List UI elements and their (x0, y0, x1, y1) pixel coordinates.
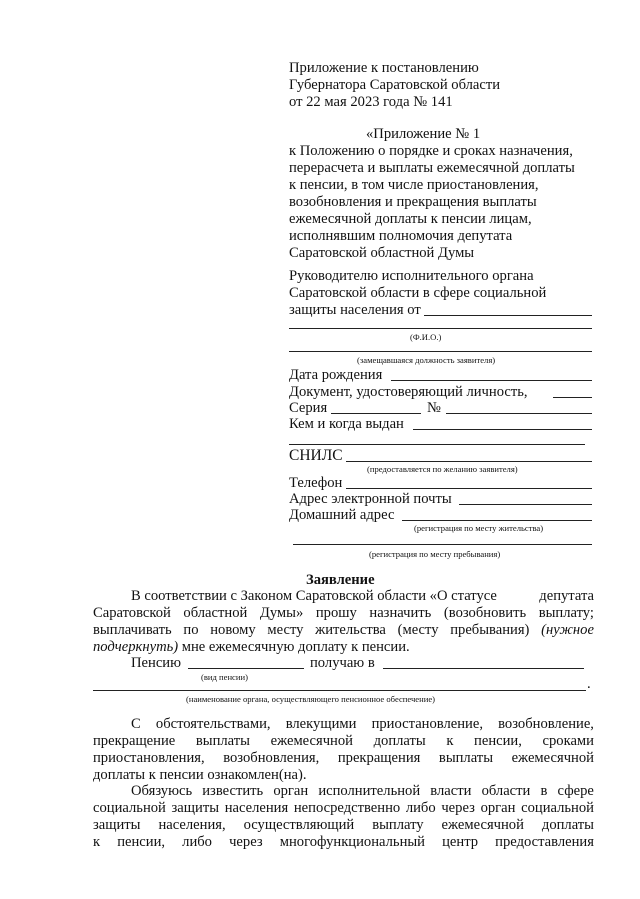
text-fragment: приостановления, (93, 750, 205, 766)
appendix-title: «Приложение № 1 (366, 126, 481, 142)
issued-by-field-line[interactable] (413, 429, 592, 430)
appendix-line: к Положению о порядке и сроках назначения, (289, 143, 573, 159)
issued-by-field-line-2[interactable] (289, 444, 585, 445)
statement-p1-line2 (93, 605, 594, 622)
text-fragment-italic: (нужное (541, 622, 594, 638)
text-fragment: выплаты (195, 733, 250, 749)
statement-p1-line3 (93, 622, 594, 639)
text-fragment: орган (273, 783, 309, 799)
text-fragment: пенсии, (117, 834, 166, 850)
series-field-line[interactable] (331, 413, 421, 414)
addressee-line: Саратовской области в сфере социальной (289, 285, 547, 301)
text-fragment: Саратовской (93, 605, 171, 621)
text-fragment: центр (442, 834, 479, 850)
text-fragment: в (540, 783, 548, 799)
series-label: Серия (289, 400, 328, 416)
text-fragment: обстоятельствами, (155, 716, 271, 732)
from-field-line[interactable] (424, 315, 592, 316)
number-field-line[interactable] (446, 413, 592, 414)
text-fragment: предоставления (495, 834, 594, 850)
issued-by-label: Кем и когда выдан (289, 416, 404, 432)
text-fragment: пенсии, (474, 733, 522, 749)
text-fragment: населения (224, 800, 289, 816)
text-fragment: по (183, 622, 199, 638)
text-fragment: через (441, 800, 475, 816)
text-fragment: областной (183, 605, 248, 621)
email-label: Адрес электронной почты (289, 491, 452, 507)
text-fragment: социальной (521, 800, 594, 816)
text-fragment: выплачивать (93, 622, 172, 638)
statement-p3-line4 (93, 834, 594, 851)
text-fragment: (месту (397, 622, 439, 638)
text-fragment: ежемесячной (441, 817, 524, 833)
id-document-field-line[interactable] (553, 397, 592, 398)
statement-p2-line4: доплаты к пенсии ознакомлен(на). (93, 767, 307, 783)
statement-p1-line1 (131, 588, 594, 605)
text-fragment: выплаты (438, 750, 493, 766)
snils-label: СНИЛС (289, 447, 343, 464)
text-fragment: защиты (171, 800, 220, 816)
text-fragment: влекущими (285, 716, 357, 732)
text-fragment: Обязуюсь (131, 783, 193, 799)
text-fragment: власти (430, 783, 472, 799)
stay-address-caption: (регистрация по месту пребывания) (369, 549, 501, 559)
appendix-line: возобновления и прекращения выплаты (289, 194, 537, 210)
id-document-label: Документ, удостоверяющий личность, (289, 384, 528, 400)
text-fragment: возобновления, (223, 750, 320, 766)
period-mark: . (587, 676, 591, 692)
number-sign-label: № (427, 400, 441, 416)
organ-caption: (наименование органа, осуществляющего пенсионное обеспечение) (186, 694, 435, 704)
text-fragment: Думы» (259, 605, 304, 621)
header-line-2: Губернатора Саратовской области (289, 77, 501, 93)
phone-field-line[interactable] (346, 488, 592, 489)
pension-type-caption: (вид пенсии) (201, 672, 248, 682)
text-fragment: пребывания) (450, 622, 530, 638)
text-fragment: возобновление, (498, 716, 594, 732)
appendix-line: исполнявшим полномочия депутата (289, 228, 513, 244)
text-fragment: С (131, 716, 141, 732)
statement-title: Заявление (306, 572, 375, 588)
statement-p2-line2 (93, 733, 594, 750)
birth-date-field-line[interactable] (391, 380, 592, 381)
text-fragment: непосредственно (293, 800, 401, 816)
header-line-3: от 22 мая 2023 года № 141 (289, 94, 453, 110)
statement-p1-line4 (93, 639, 410, 656)
text-fragment: к (93, 834, 101, 850)
addressee-line: защиты населения от (289, 302, 421, 318)
organ-name-field-line[interactable] (93, 690, 586, 691)
text-fragment: прошу (315, 605, 357, 621)
text-fragment: депутата (539, 588, 594, 604)
snils-field-line[interactable] (346, 461, 592, 462)
text-fragment: сфере (557, 783, 594, 799)
addressee-line: Руководителю исполнительного органа (289, 268, 534, 284)
text-fragment: В соответствии с Законом Саратовской области «О статусе (131, 588, 497, 604)
email-field-line[interactable] (459, 504, 592, 505)
statement-p3-line3 (93, 817, 594, 834)
text-fragment: назначить (369, 605, 432, 621)
text-fragment: ежемесячной (270, 733, 353, 749)
position-caption: (замещавшаяся должность заявителя) (357, 355, 496, 365)
text-fragment: мне ежемесячную доплату к пенсии. (178, 639, 410, 655)
text-fragment: многофункциональный (279, 834, 425, 850)
text-fragment: области (481, 783, 531, 799)
position-field-line[interactable] (289, 351, 592, 352)
text-fragment: (возобновить (443, 605, 527, 621)
fio-caption: (Ф.И.О.) (410, 332, 442, 342)
home-address-field-line[interactable] (402, 520, 592, 521)
statement-p2-line3 (93, 750, 594, 767)
birth-date-label: Дата рождения (289, 367, 383, 383)
stay-address-field-line[interactable] (293, 544, 592, 545)
text-fragment: осуществляющий (243, 817, 355, 833)
text-fragment: выплату; (538, 605, 594, 621)
text-fragment-italic: подчеркнуть) (93, 639, 179, 655)
home-address-label: Домашний адрес (289, 507, 395, 523)
text-fragment: населения, (158, 817, 226, 833)
text-fragment: месту (267, 622, 304, 638)
text-fragment: орган (480, 800, 516, 816)
text-fragment: сроками (542, 733, 594, 749)
text-fragment: защиты (93, 817, 141, 833)
phone-label: Телефон (289, 475, 343, 491)
appendix-line: к пенсии, в том числе приостановления, (289, 177, 539, 193)
fio-field-line[interactable] (289, 328, 592, 329)
appendix-line: ежемесячной доплаты к пенсии лицам, (289, 211, 532, 227)
snils-caption: (предоставляется по желанию заявителя) (367, 464, 518, 474)
text-fragment: социальной (93, 800, 166, 816)
text-fragment: к (446, 733, 454, 749)
text-fragment: исполнительной (318, 783, 421, 799)
appendix-line: перерасчета и выплаты ежемесячной доплаты (289, 160, 575, 176)
pension-organ-field-line[interactable] (383, 668, 584, 669)
statement-p3-line1 (131, 783, 594, 800)
text-fragment: ежемесячной (511, 750, 594, 766)
statement-p2-line1 (131, 716, 594, 733)
receive-label: получаю в (310, 655, 375, 671)
pension-label: Пенсию (131, 655, 182, 671)
text-fragment: через (229, 834, 263, 850)
home-address-caption: (регистрация по месту жительства) (414, 523, 544, 533)
text-fragment: прекращения (337, 750, 421, 766)
text-fragment: известить (202, 783, 264, 799)
text-fragment: прекращение (93, 733, 176, 749)
text-fragment: выплату (372, 817, 424, 833)
text-fragment: доплаты (541, 817, 594, 833)
text-fragment: доплаты (373, 733, 426, 749)
appendix-line: Саратовской областной Думы (289, 245, 475, 261)
text-fragment: либо (182, 834, 212, 850)
pension-type-field-line[interactable] (188, 668, 304, 669)
text-fragment: приостановление, (371, 716, 483, 732)
text-fragment: жительства (315, 622, 386, 638)
statement-p3-line2 (93, 800, 594, 817)
text-fragment: новому (210, 622, 256, 638)
header-line-1: Приложение к постановлению (289, 60, 479, 76)
text-fragment: либо (405, 800, 436, 816)
